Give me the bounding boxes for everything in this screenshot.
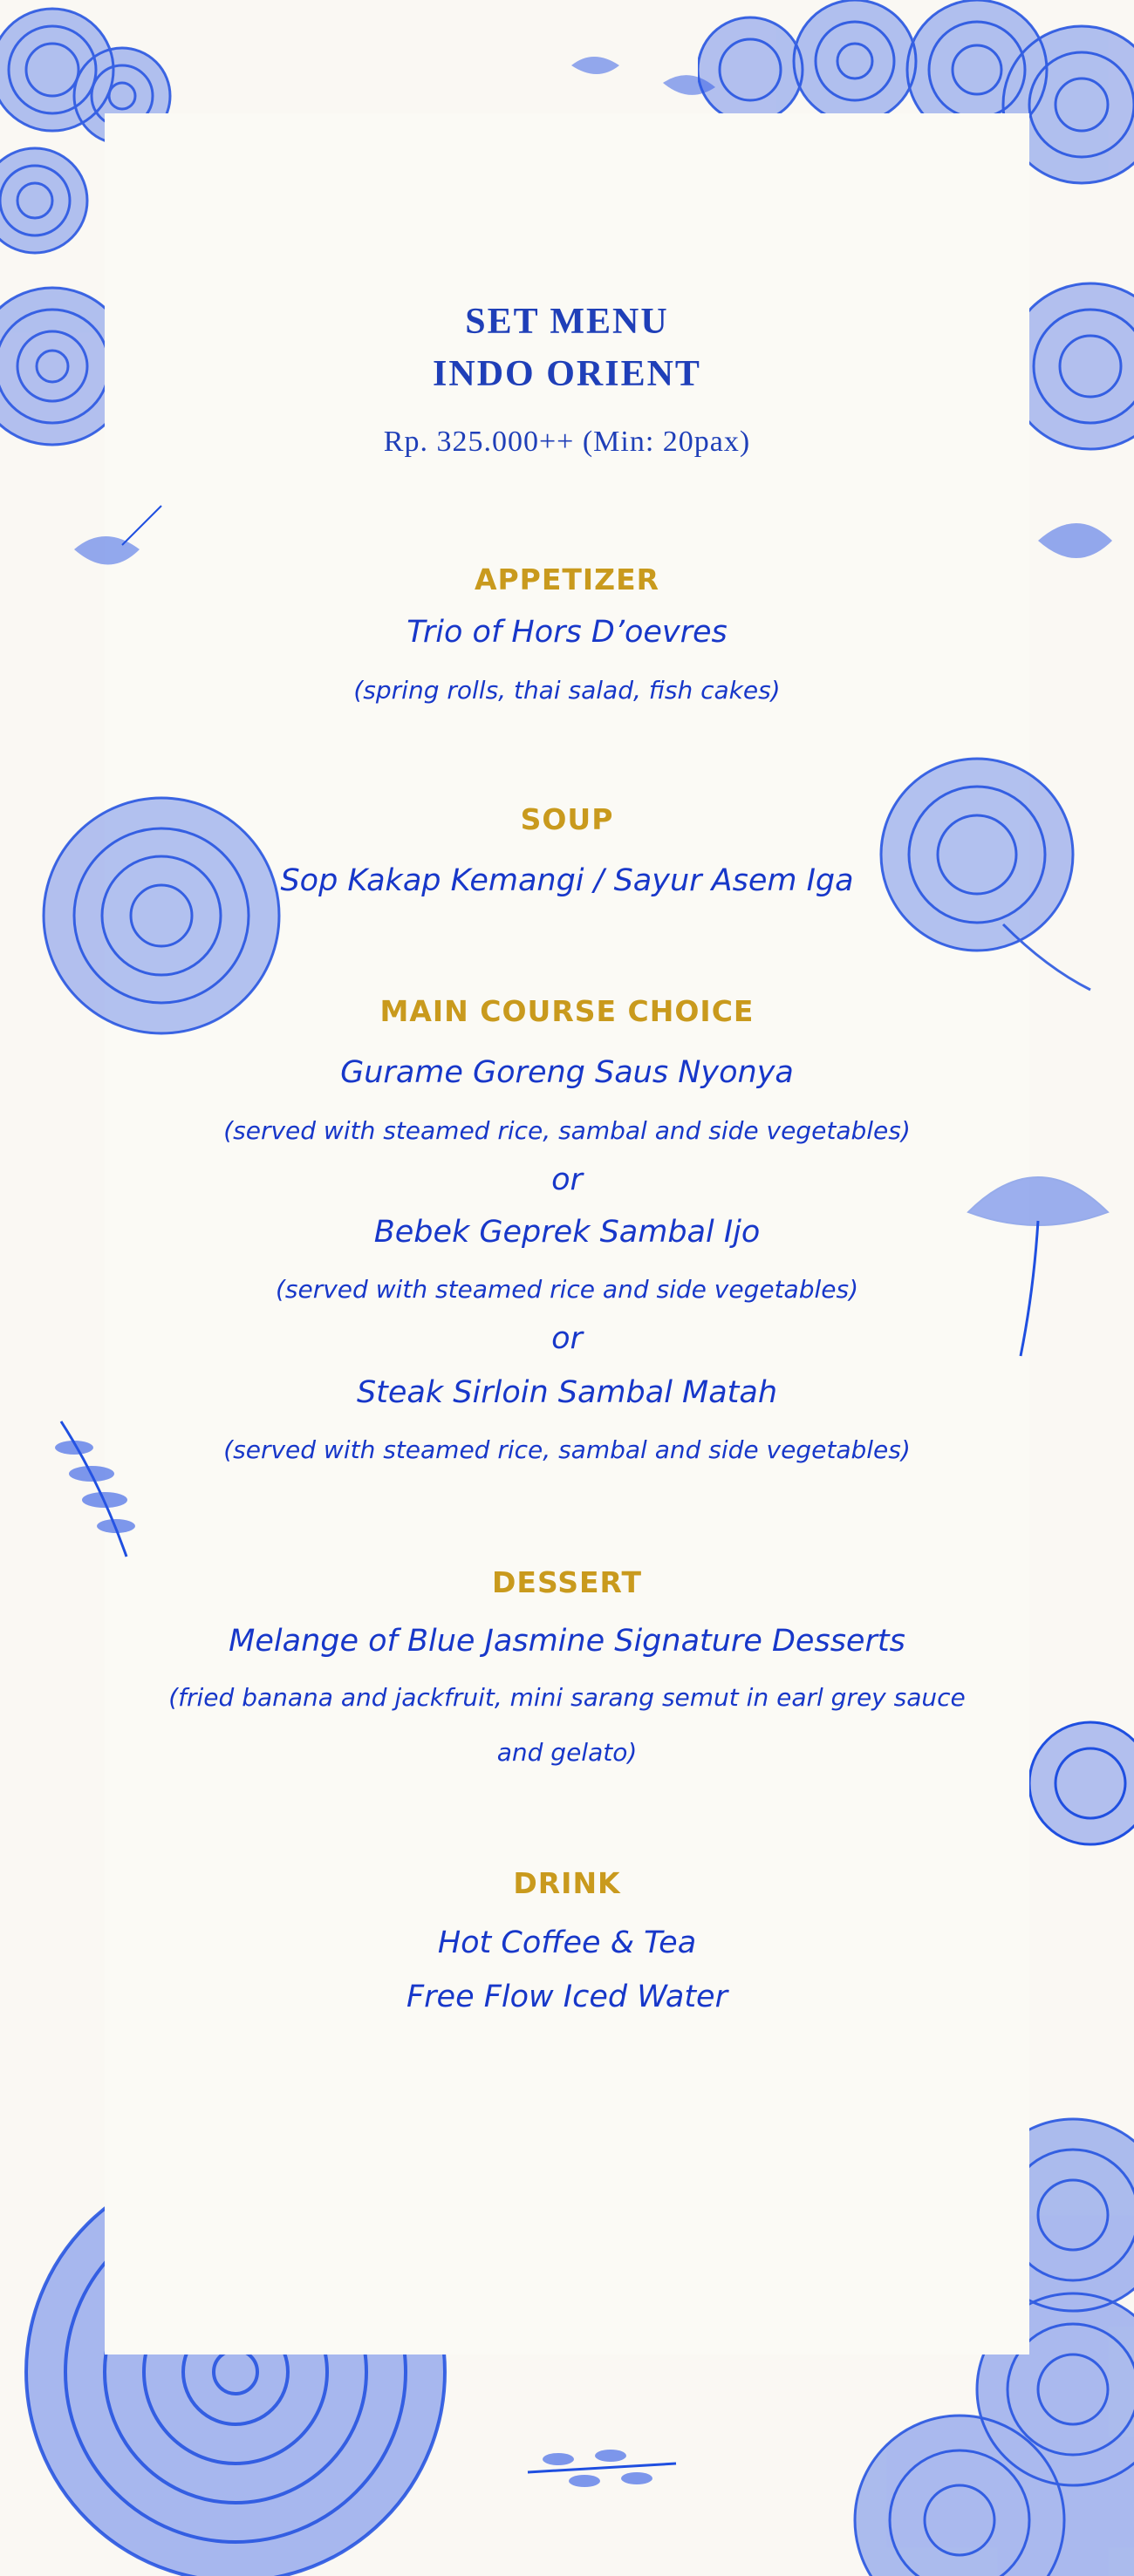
menu-title-line1: SET MENU — [465, 302, 669, 342]
menu-price: Rp. 325.000++ (Min: 20pax) — [383, 426, 751, 458]
dessert-note-line1: (fried banana and jackfruit, mini sarang semut in earl grey sauce — [168, 1683, 966, 1712]
main-course-option-2: Bebek Geprek Sambal Ijo — [373, 1215, 761, 1250]
main-course-option-1: Gurame Goreng Saus Nyonya — [340, 1055, 794, 1090]
main-course-note-1: (served with steamed rice, sambal and side vegetables) — [223, 1116, 911, 1145]
drink-item-1: Hot Coffee & Tea — [437, 1925, 697, 1960]
fern-leaf-bottom-center — [523, 2424, 680, 2503]
main-course-or-1: or — [551, 1162, 583, 1197]
drink-heading: DRINK — [513, 1866, 621, 1900]
soup-heading: SOUP — [520, 802, 614, 836]
soup-item: Sop Kakap Kemangi / Sayur Asem Iga — [280, 863, 854, 898]
dessert-item: Melange of Blue Jasmine Signature Desserts — [229, 1624, 905, 1659]
appetizer-heading: APPETIZER — [474, 562, 660, 596]
main-course-or-2: or — [551, 1321, 583, 1356]
main-course-note-3: (served with steamed rice, sambal and side vegetables) — [223, 1435, 911, 1464]
dessert-heading: DESSERT — [492, 1565, 642, 1599]
main-course-option-3: Steak Sirloin Sambal Matah — [356, 1375, 778, 1410]
appetizer-item: Trio of Hors D’oevres — [406, 615, 728, 650]
main-course-note-2: (served with steamed rice and side vegetables) — [275, 1275, 859, 1304]
menu-title-line2: INDO ORIENT — [433, 354, 701, 394]
drink-item-2: Free Flow Iced Water — [406, 1980, 728, 2014]
appetizer-note: (spring rolls, thai salad, fish cakes) — [353, 676, 781, 705]
main-course-heading: MAIN COURSE CHOICE — [379, 994, 755, 1028]
ginkgo-leaf-top-center — [567, 48, 741, 153]
dessert-note-line2: and gelato) — [496, 1738, 638, 1767]
small-flower-right-edge — [1029, 1700, 1134, 1866]
